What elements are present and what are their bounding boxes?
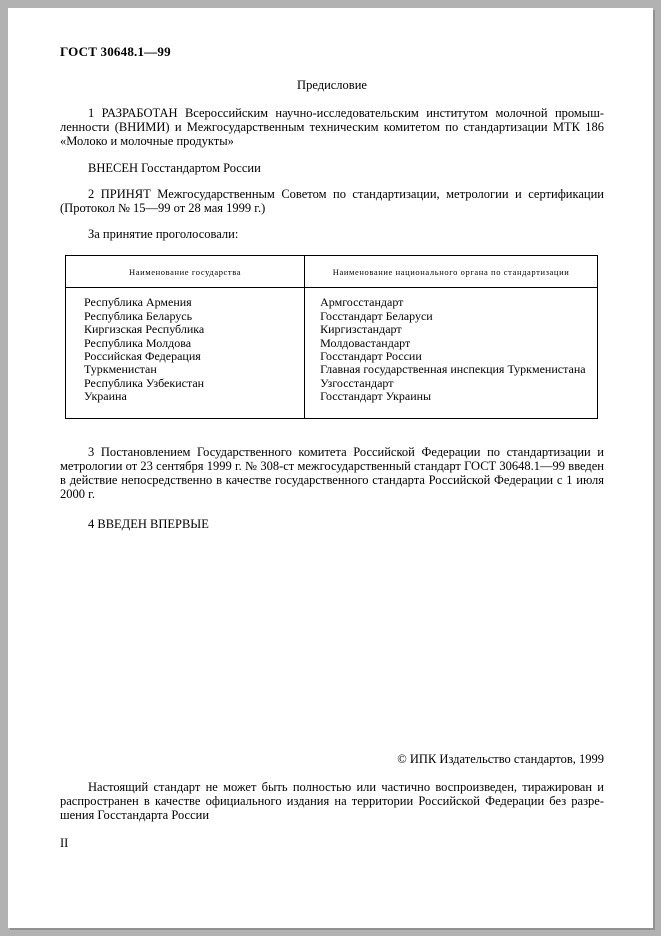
agency-cell: Киргизстандарт bbox=[320, 322, 402, 337]
page-number: II bbox=[60, 836, 69, 850]
vote-table bbox=[65, 255, 598, 418]
vote-table-header bbox=[66, 256, 597, 288]
vote-table-body bbox=[66, 288, 597, 417]
document-page bbox=[8, 8, 653, 928]
paragraph-accepted: 2 ПРИНЯТ Межгосударственным Советом по стандартизации, метрологии и сертификации (Протокол № 15—99 от 28 мая 1999 г.) bbox=[60, 186, 604, 216]
country-cell: Российская Федерация bbox=[84, 349, 201, 364]
country-cell: Республика Молдова bbox=[84, 335, 192, 350]
agency-cell: Узгосстандарт bbox=[320, 375, 394, 390]
country-cell: Республика Армения bbox=[84, 295, 192, 310]
agency-cell: Главная государственная инспекция Туркменистана bbox=[320, 362, 586, 377]
country-cell: Украина bbox=[84, 389, 127, 404]
country-column bbox=[66, 288, 305, 417]
paragraph-submitted: ВНЕСЕН Госстандартом России bbox=[88, 160, 261, 175]
agency-cell: Армгосстандарт bbox=[320, 295, 404, 310]
table-header-country: Наименование государства bbox=[66, 256, 305, 287]
country-cell: Республика Узбекистан bbox=[84, 375, 205, 390]
agency-column bbox=[305, 288, 597, 417]
paragraph-vote-intro: За принятие проголосовали: bbox=[88, 227, 239, 242]
country-cell: Туркменистан bbox=[84, 362, 157, 377]
reproduction-notice: Настоящий стандарт не может быть полностью или частично воспроизведен, тиражирован и распространен в качестве официального издания на территории Российской Федерации без разре-шения Госстандарта России bbox=[60, 780, 604, 823]
table-header-agency: Наименование национального органа по стандартизации bbox=[332, 267, 570, 278]
paragraph-developed: 1 РАЗРАБОТАН Всероссийским научно-исследовательским институтом молочной промыш-ленности (ВНИМИ) и Межгосударственным техническим комитетом по стандартизации МТК 186 «Молоко и молочные продукты» bbox=[60, 106, 604, 149]
paragraph-introduced: 4 ВВЕДЕН ВПЕРВЫЕ bbox=[88, 517, 209, 532]
agency-cell: Молдовастандарт bbox=[320, 335, 411, 350]
page-title: Предисловие bbox=[297, 78, 367, 92]
paragraph-resolution: 3 Постановлением Государственного комитета Российской Федерации по стандартизации и метрологии от 23 сентября 1999 г. № 308-ст межгосударственный стандарт ГОСТ 30648.1—99 введен в действие непосредственно в качестве государственного стандарта Российской Федерации с 1 июля 2000 г. bbox=[60, 444, 604, 502]
copyright-notice: © ИПК Издательство стандартов, 1999 bbox=[397, 752, 604, 766]
country-cell: Киргизская Республика bbox=[84, 322, 205, 337]
gost-header: ГОСТ 30648.1—99 bbox=[60, 44, 171, 59]
agency-cell: Госстандарт Украины bbox=[320, 389, 432, 404]
agency-cell: Госстандарт России bbox=[320, 349, 422, 364]
country-cell: Республика Беларусь bbox=[84, 308, 193, 323]
agency-cell: Госстандарт Беларуси bbox=[320, 308, 433, 323]
